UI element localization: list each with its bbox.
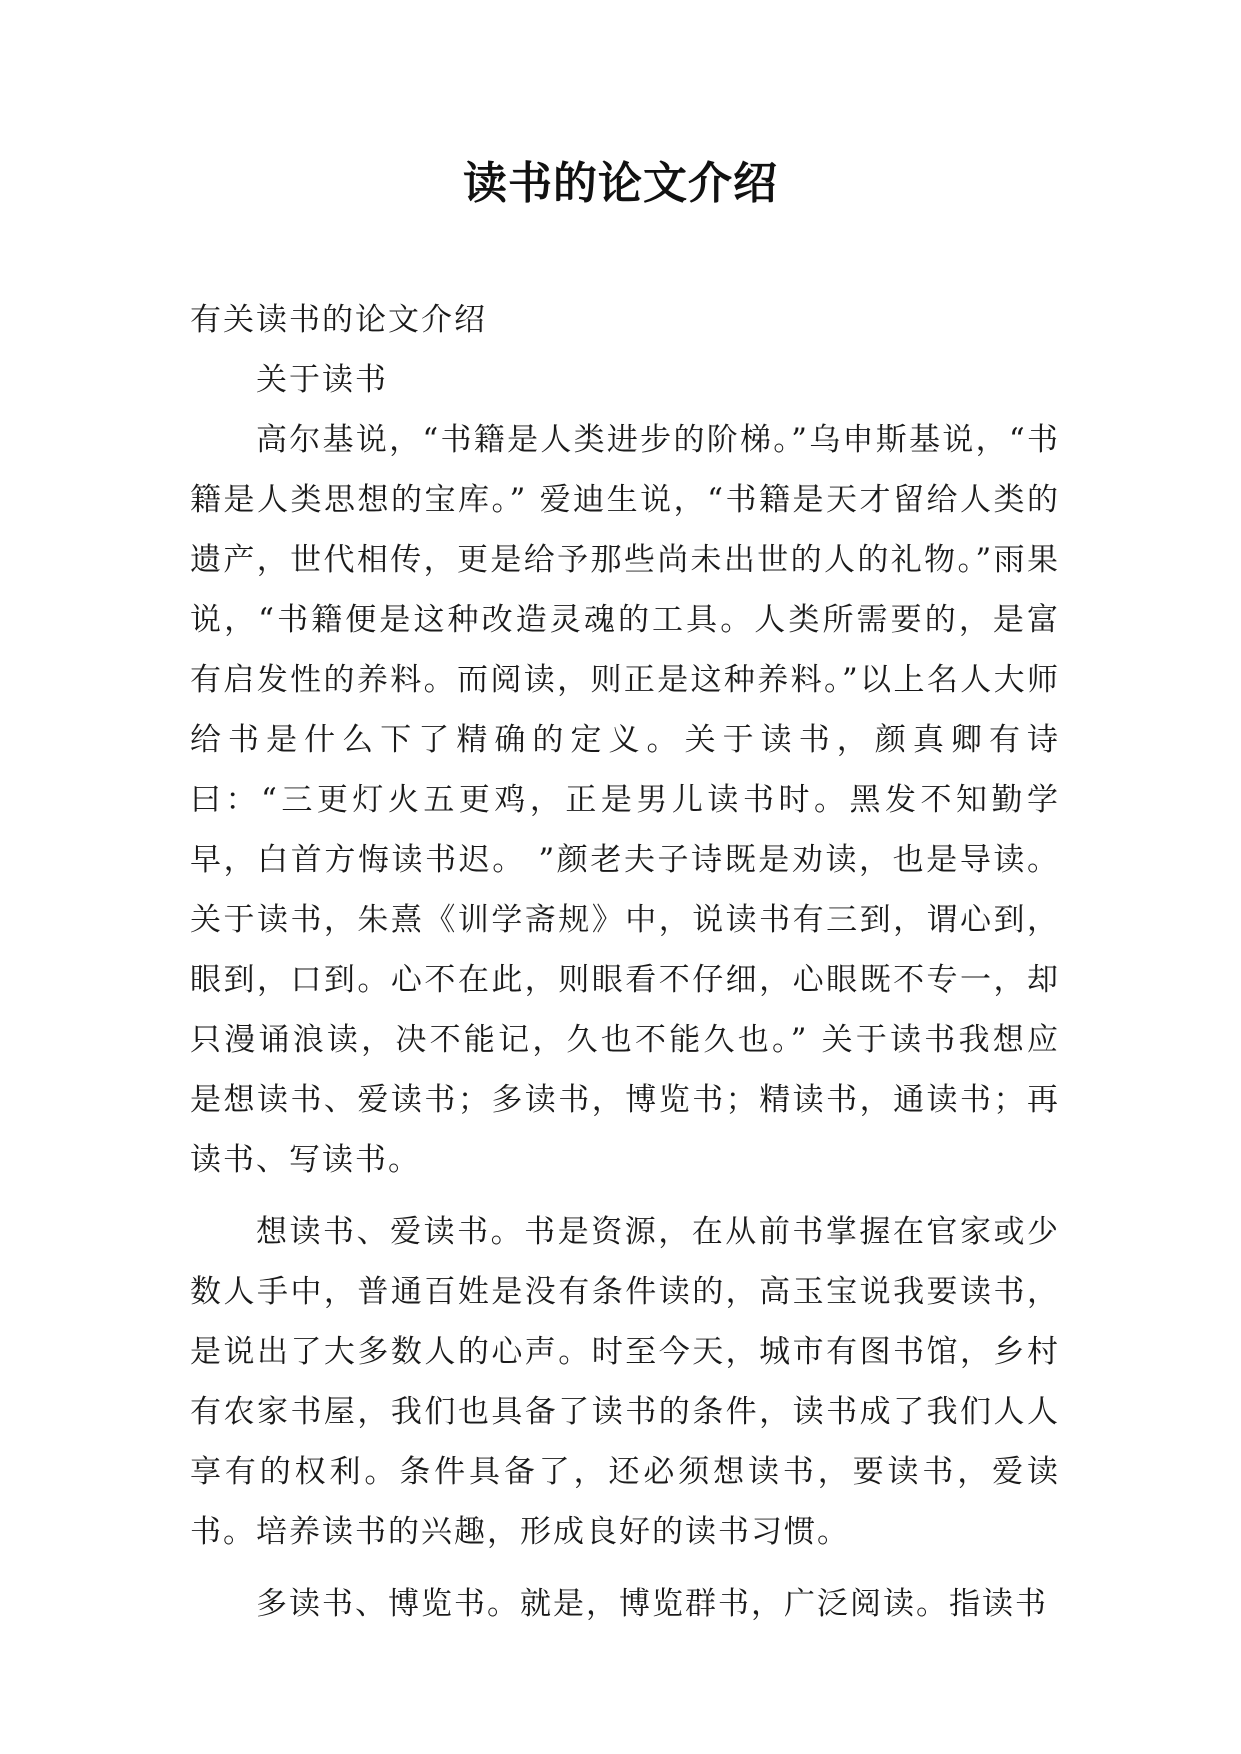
paragraph-read-widely: 多读书、博览书。就是，博览群书，广泛阅读。指读书 xyxy=(256,1586,1048,1622)
document-body xyxy=(190,290,1060,1634)
document-title: 读书的论文介绍 xyxy=(463,158,778,209)
section-heading: 关于读书 xyxy=(256,362,388,398)
document-subtitle: 有关读书的论文介绍 xyxy=(190,302,487,338)
paragraph-love-reading: 想读书、爱读书。书是资源，在从前书掌握在官家或少数人手中，普通百姓是没有条件读的，高玉宝说我要读书，是说出了大多数人的心声。时至今天，城市有图书馆，乡村有农家书屋，我们也具备了读书的条件，读书成了我们人人享有的权利。条件具备了，还必须想读书，要读书，爱读书。培养读书的兴趣，形成良好的读书习惯。 xyxy=(190,1214,1060,1550)
paragraph-quotes: 高尔基说，“书籍是人类进步的阶梯。”乌申斯基说，“书籍是人类思想的宝库。” 爱迪生说，“书籍是天才留给人类的遗产，世代相传，更是给予那些尚未出世的人的礼物。”雨果说，“书籍便是这种改造灵魂的工具。人类所需要的，是富有启发性的养料。而阅读，则正是这种养料。”以上名人大师给书是什么下了精确的定义。关于读书，颜真卿有诗曰：“三更灯火五更鸡，正是男儿读书时。黑发不知勤学早，白首方悔读书迟。 ”颜老夫子诗既是劝读，也是导读。关于读书，朱熹《训学斋规》中，说读书有三到，谓心到，眼到，口到。心不在此，则眼看不仔细，心眼既不专一，却只漫诵浪读，决不能记，久也不能久也。” 关于读书我想应是想读书、爱读书；多读书，博览书；精读书，通读书；再读书、写读书。 xyxy=(190,422,1060,1178)
